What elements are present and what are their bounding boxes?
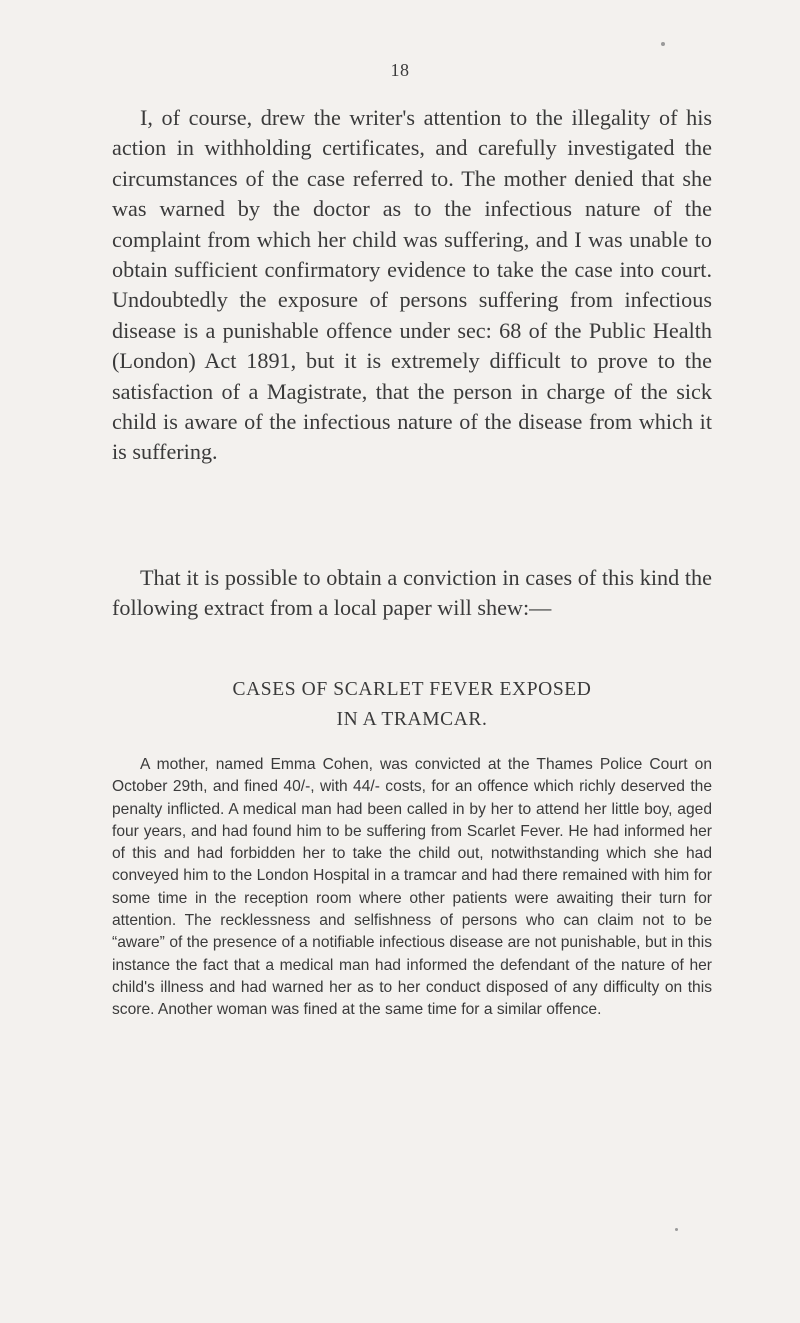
newspaper-extract: A mother, named Emma Cohen, was convicted at the Thames Police Court on October 29th, and fined 40/-, with 44/- costs, for an offence which richly deserved the penalty inflicted. A medical man had been called in by her to attend her little boy, aged four years, and had found him to be suffering from Scarlet Fever. He had informed her of this and had forbidden her to take the child out, notwithstanding which she had conveyed him to the London Hospital in a tramcar and had there remained with him for some time in the reception room where other patients were awaiting their turn for attention. The recklessness and selfishness of persons who can claim not to be “aware” of the presence of a notifiable infectious disease are not punishable, but in this instance the fact that a medical man had informed the defendant of the nature of her child's illness and had warned her as to her conduct disposed of any difficulty on this score. Another woman was fined at the same time for a similar offence. bbox=[112, 756, 712, 1019]
paper-speck bbox=[675, 1228, 678, 1231]
body-paragraph-2: That it is possible to obtain a conviction in cases of this kind the following extract from a local paper will shew:— bbox=[112, 565, 712, 621]
paper-speck bbox=[661, 42, 665, 46]
body-paragraph-1: I, of course, drew the writer's attention to the illegality of his action in withholding certificates, and carefully investigated the circumstances of the case referred to. The mother denied that she was warned by the doctor as to the infectious nature of the complaint from which her child was suffering, and I was unable to obtain sufficient confirmatory evidence to take the case into court. Undoubtedly the exposure of persons suffering from infectious disease is a punishable offence under sec: 68 of the Public Health (London) Act 1891, but it is extremely difficult to prove to the satisfaction of a Magistrate, that the person in charge of the sick child is aware of the infectious nature of the disease from which it is suffering. bbox=[112, 105, 712, 465]
page-number: 18 bbox=[390, 60, 410, 80]
extract-heading-line-1: CASES OF SCARLET FEVER EXPOSED bbox=[232, 679, 592, 700]
extract-heading-line-2: IN A TRAMCAR. bbox=[336, 709, 488, 730]
